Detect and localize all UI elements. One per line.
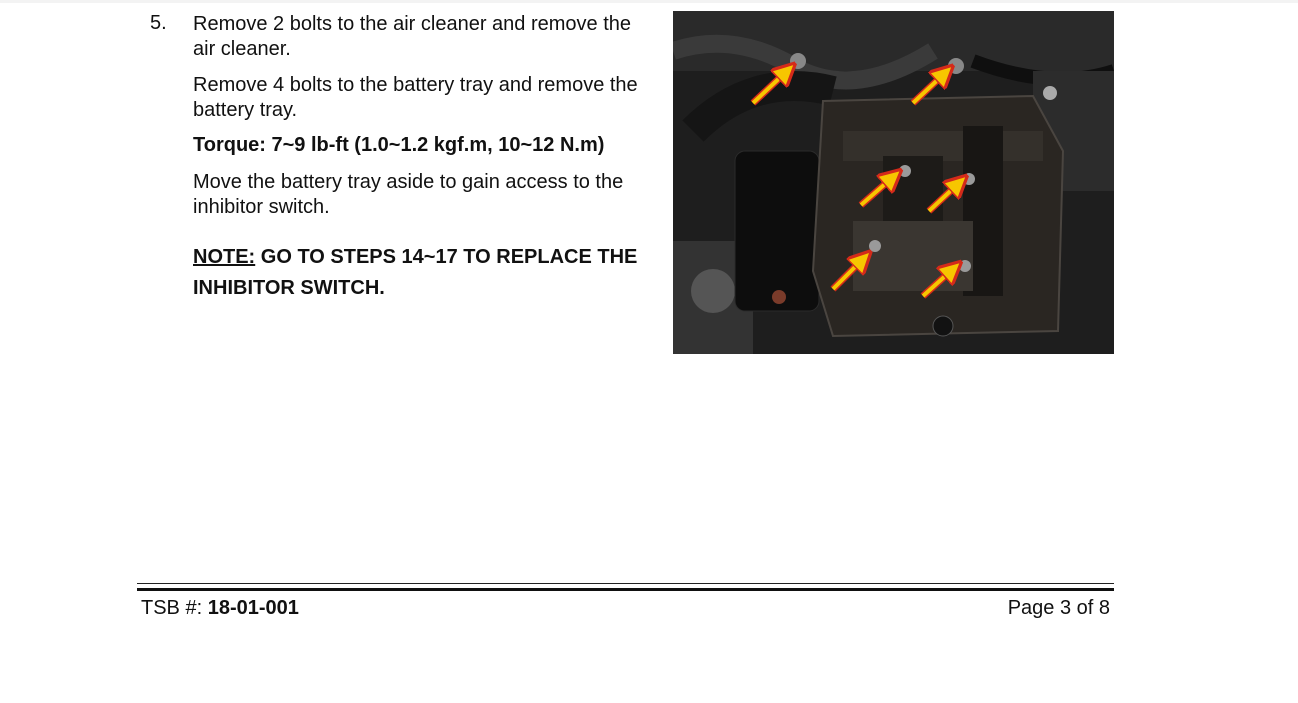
torque-spec: Torque: 7~9 lb-ft (1.0~1.2 kgf.m, 10~12 N.m) (193, 134, 605, 156)
tsb-number (141, 597, 299, 620)
step-instruction-move-tray: Move the battery tray aside to gain access to the inhibitor switch. (193, 171, 624, 218)
step-number: 5. (150, 12, 167, 34)
step-instruction-air-cleaner: Remove 2 bolts to the air cleaner and remove the air cleaner. (193, 13, 632, 60)
tsb-value: 18-01-001 (207, 597, 299, 619)
note-label: NOTE: (193, 246, 256, 268)
page-number: Page 3 of 8 (1007, 597, 1110, 619)
engine-bay-illustration (673, 11, 1114, 354)
footer-rule-thin (137, 583, 1114, 584)
note-block (193, 242, 653, 304)
engine-bay-photo (673, 11, 1114, 354)
footer-rule-thick (137, 588, 1114, 591)
tsb-label: TSB #: (141, 597, 208, 619)
note-text: GO TO STEPS 14~17 TO REPLACE THE INHIBITOR SWITCH. (193, 246, 638, 299)
step-instruction-battery-tray: Remove 4 bolts to the battery tray and remove the battery tray. (193, 74, 638, 121)
page-top-border (0, 0, 1298, 3)
